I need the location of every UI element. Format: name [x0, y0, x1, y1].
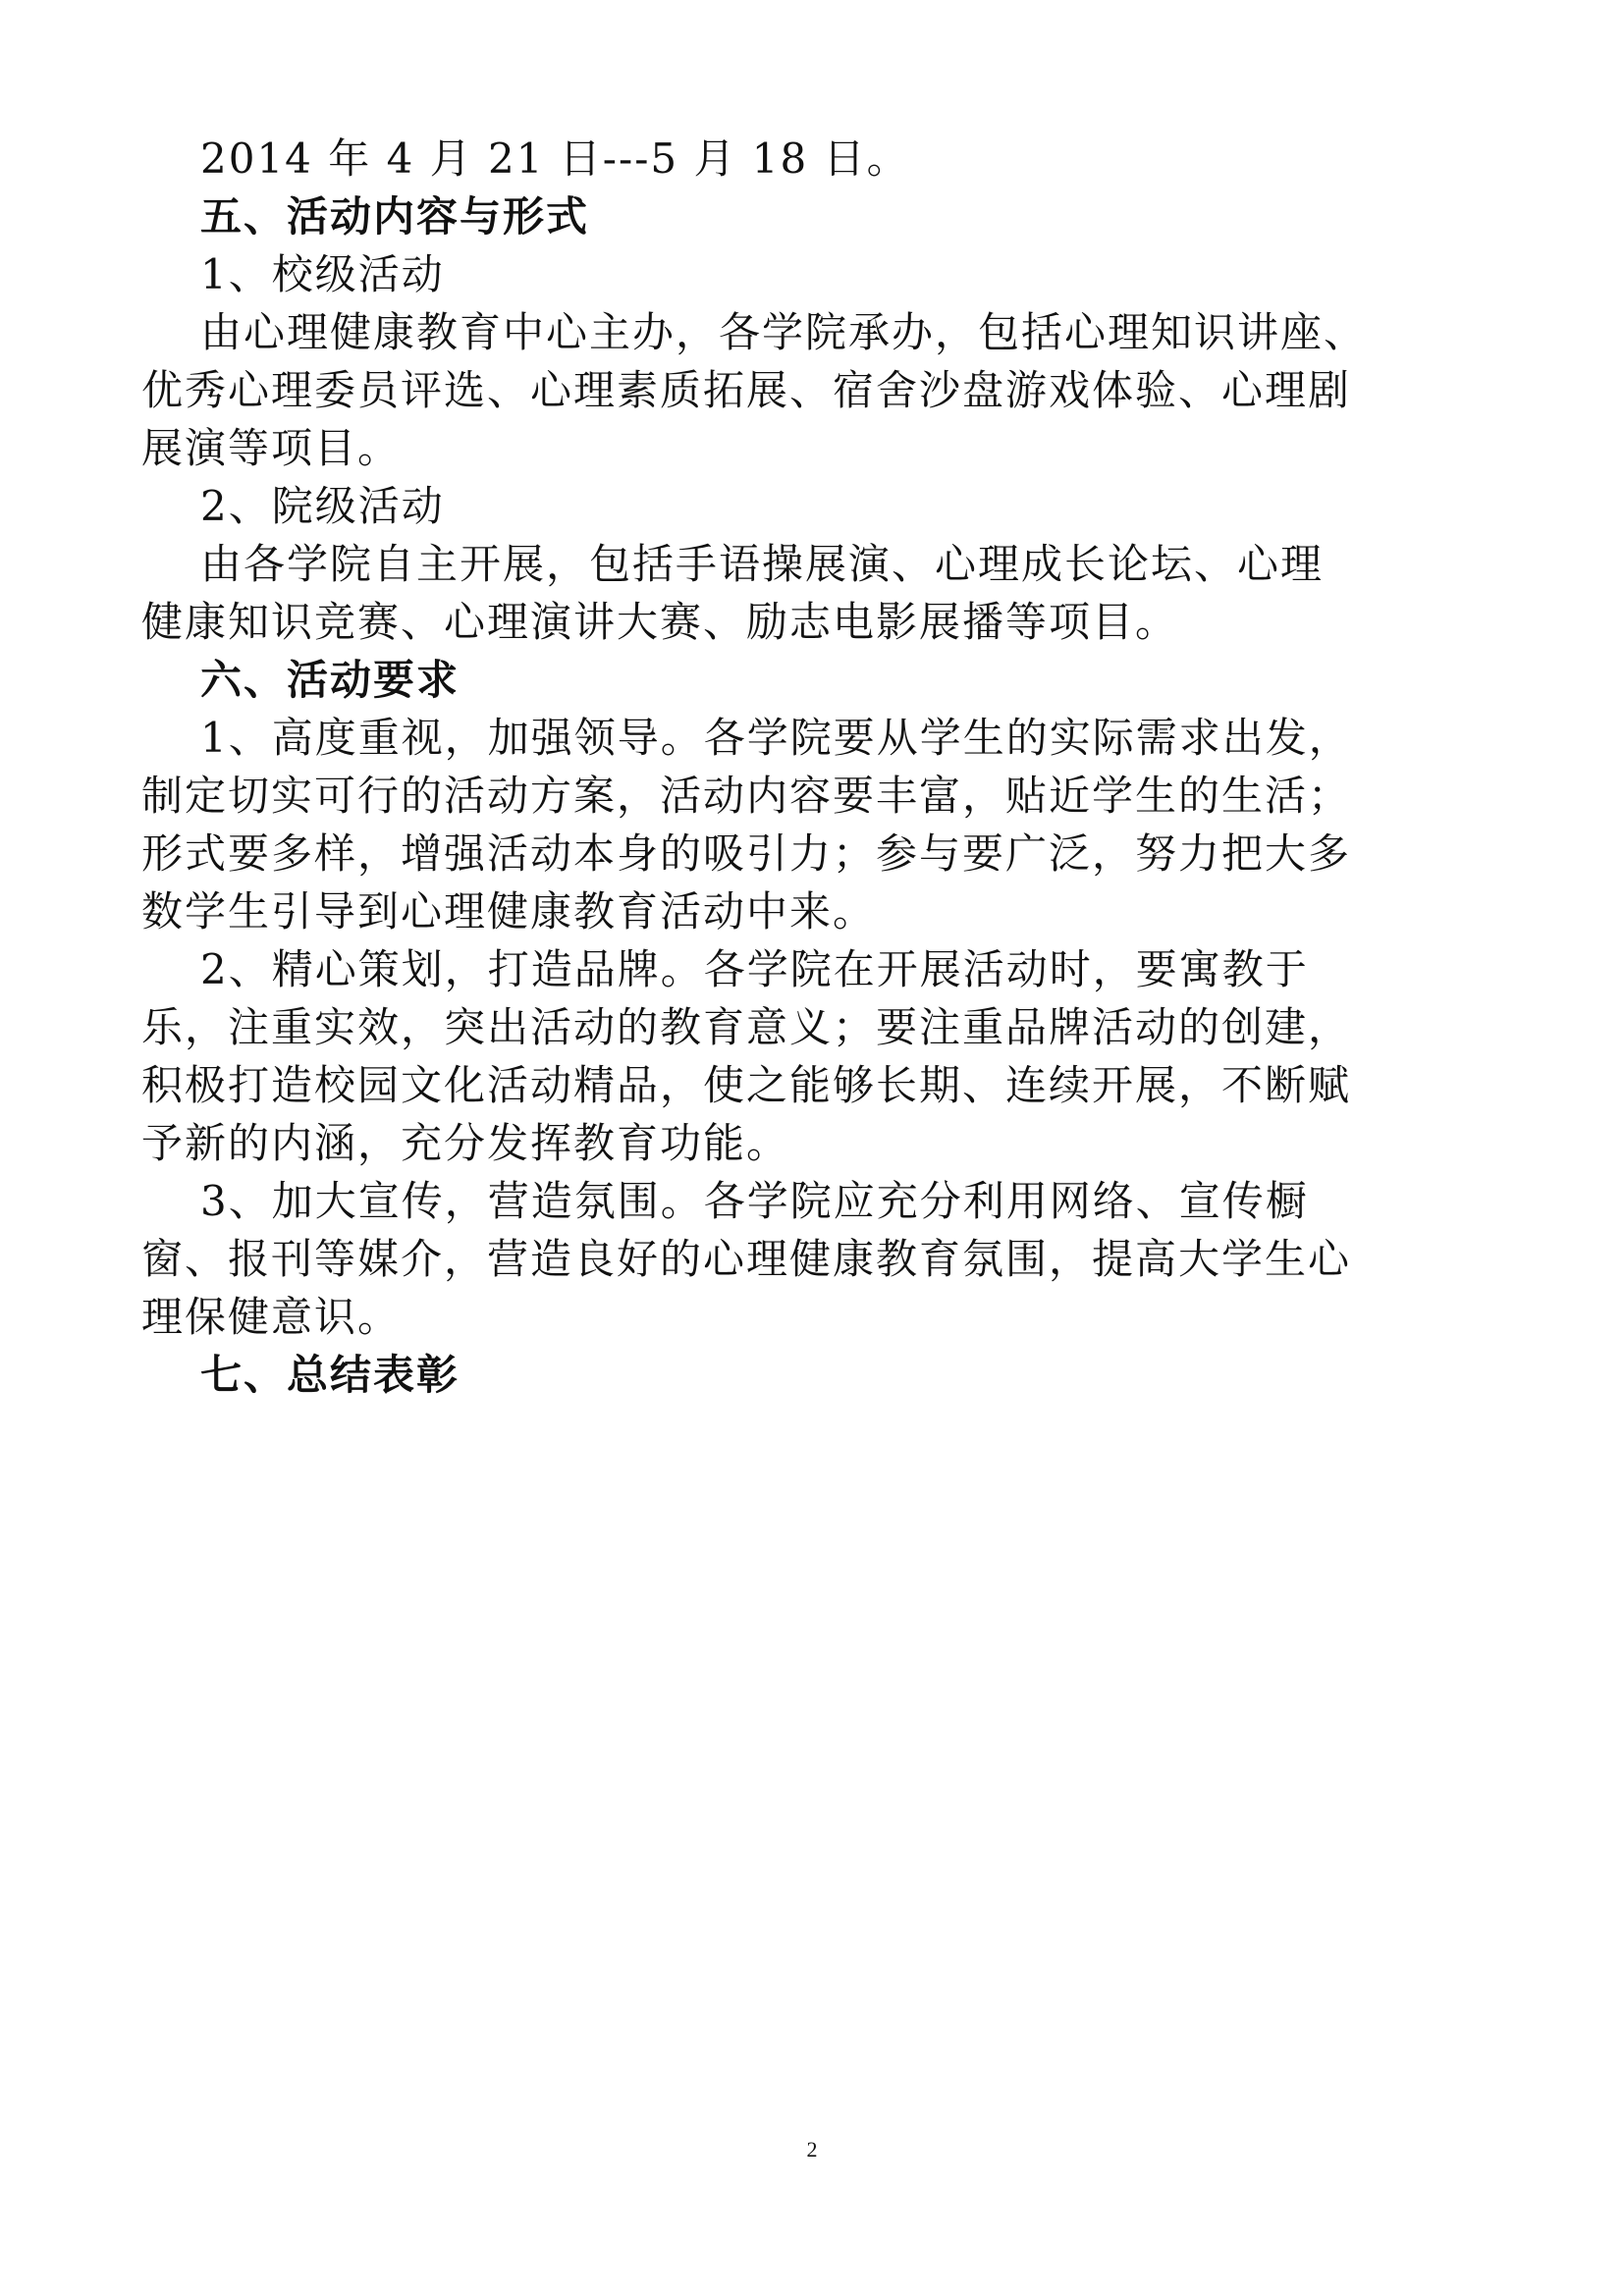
paragraph-line: 由心理健康教育中心主办，各学院承办，包括心理知识讲座、 [200, 308, 1368, 356]
paragraph-line: 予新的内涵，充分发挥教育功能。 [141, 1119, 790, 1167]
section-heading-seven: 七、总结表彰 [200, 1351, 460, 1399]
paragraph-line: 优秀心理委员评选、心理素质拓展、宿舍沙盘游戏体验、心理剧 [141, 366, 1352, 414]
paragraph-line: 2、精心策划，打造品牌。各学院在开展活动时，要寓教于 [200, 945, 1309, 993]
paragraph-line: 形式要多样，增强活动本身的吸引力；参与要广泛，努力把大多 [141, 829, 1352, 878]
paragraph-line: 乐，注重实效，突出活动的教育意义；要注重品牌活动的创建， [141, 1003, 1352, 1051]
paragraph-line: 由各学院自主开展，包括手语操展演、心理成长论坛、心理 [200, 540, 1325, 588]
paragraph-line: 窗、报刊等媒介，营造良好的心理健康教育氛围，提高大学生心 [141, 1235, 1352, 1283]
subheading-college-activities: 2、院级活动 [200, 482, 445, 530]
paragraph-line: 积极打造校园文化活动精品，使之能够长期、连续开展，不断赋 [141, 1061, 1352, 1109]
section-heading-six: 六、活动要求 [200, 656, 460, 704]
paragraph-line: 3、加大宣传，营造氛围。各学院应充分利用网络、宣传橱 [200, 1177, 1309, 1225]
date-range-line: 2014 年 4 月 21 日---5 月 18 日。 [200, 134, 910, 183]
paragraph-line: 1、高度重视，加强领导。各学院要从学生的实际需求出发， [200, 714, 1352, 762]
section-heading-five: 五、活动内容与形式 [200, 192, 590, 240]
paragraph-line: 制定切实可行的活动方案，活动内容要丰富，贴近学生的生活； [141, 772, 1352, 820]
paragraph-line: 数学生引导到心理健康教育活动中来。 [141, 887, 877, 935]
paragraph-line: 展演等项目。 [141, 424, 402, 472]
paragraph-line: 理保健意识。 [141, 1293, 402, 1341]
paragraph-line: 健康知识竞赛、心理演讲大赛、励志电影展播等项目。 [141, 598, 1179, 646]
page-number: 2 [806, 2137, 818, 2162]
subheading-school-activities: 1、校级活动 [200, 250, 445, 298]
